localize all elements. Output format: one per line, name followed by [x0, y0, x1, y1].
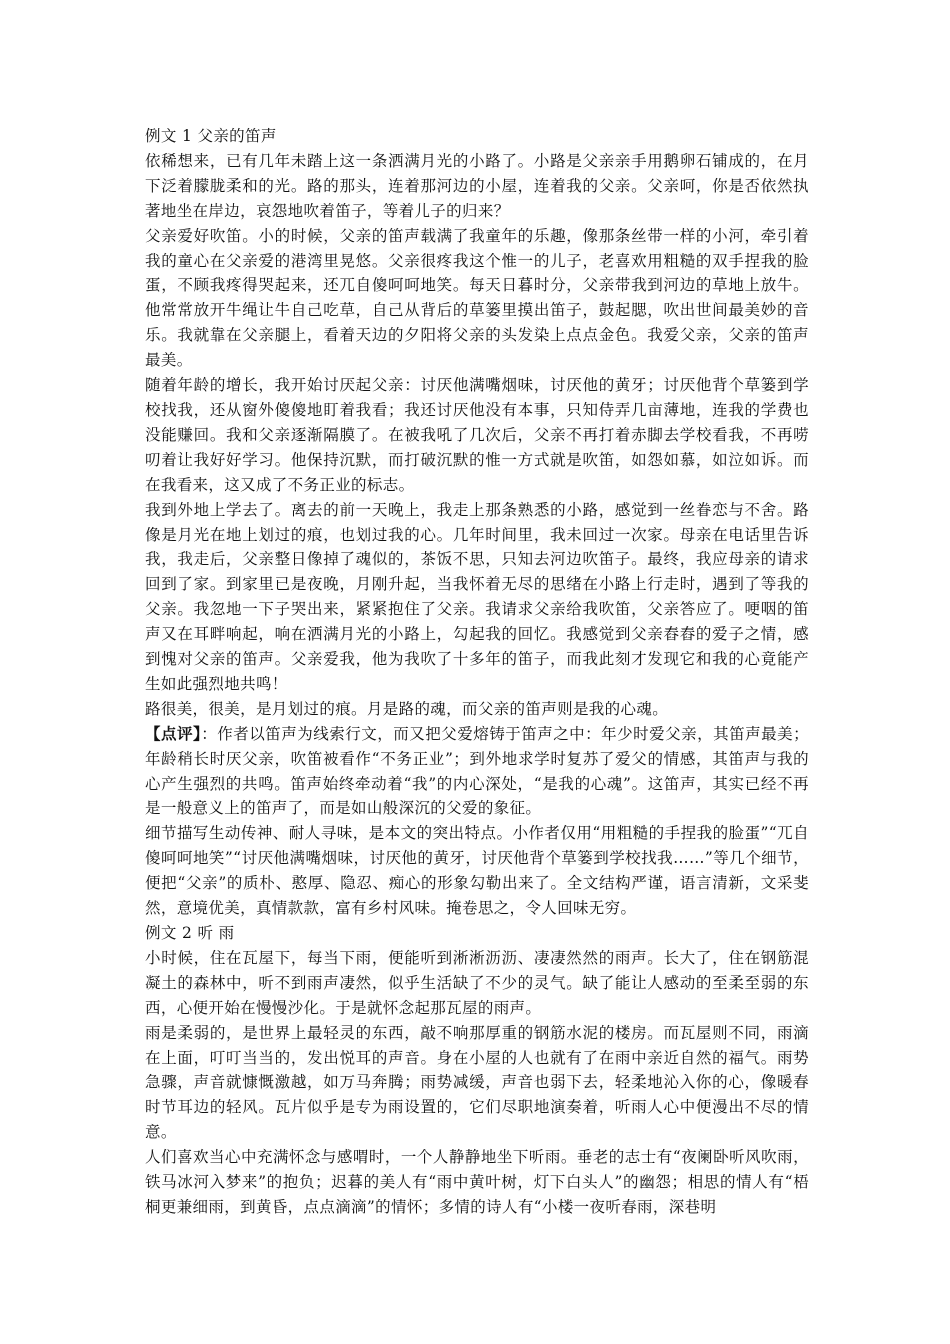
- comment-label: 【点评】: [145, 723, 202, 743]
- document-page: [145, 124, 809, 1220]
- essay1-paragraph: 父亲爱好吹笛。小的时候，父亲的笛声载满了我童年的乐趣，像那条丝带一样的小河，牵引着我的童心在父亲爱的港湾里晃悠。父亲很疼我这个惟一的儿子，老喜欢用粗糙的双手捏我的脸蛋，不顾我疼得哭起来，还兀自傻呵呵地笑。每天日暮时分，父亲带我到河边的草地上放牛。他常常放开牛绳让牛自己吃草，自己从背后的草篓里摸出笛子，鼓起腮，吹出世间最美妙的音乐。我就靠在父亲腿上，看着天边的夕阳将父亲的头发染上点点金色。我爱父亲，父亲的笛声最美。: [145, 226, 809, 370]
- essay1-paragraph: 路很美，很美，是月划过的痕。月是路的魂，而父亲的笛声则是我的心魂。: [145, 699, 669, 718]
- essay1-paragraph: 随着年龄的增长，我开始讨厌起父亲：讨厌他满嘴烟味，讨厌他的黄牙；讨厌他背个草篓到学校找我，还从窗外傻傻地盯着我看；我还讨厌他没有本事，只知侍弄几亩薄地，连我的学费也没能赚回。我和父亲逐渐隔膜了。在被我吼了几次后，父亲不再打着赤脚去学校看我，不再唠叨着让我好好学习。他保持沉默，而打破沉默的惟一方式就是吹笛，如怨如慕，如泣如诉。而在我看来，这又成了不务正业的标志。: [145, 376, 809, 494]
- essay1-title: 例文 1 父亲的笛声: [145, 127, 277, 145]
- essay1-paragraph: 我到外地上学去了。离去的前一天晚上，我走上那条熟悉的小路，感觉到一丝眷恋与不舍。路像是月光在地上划过的痕，也划过我的心。几年时间里，我未回过一次家。母亲在电话里告诉我，我走后，父亲整日像掉了魂似的，茶饭不思，只知去河边吹笛子。最终，我应母亲的请求回到了家。到家里已是夜晚，月刚升起，当我怀着无尽的思绪在小路上行走时，遇到了等我的父亲。我忽地一下子哭出来，紧紧抱住了父亲。我请求父亲给我吹笛，父亲答应了。哽咽的笛声又在耳畔响起，响在洒满月光的小路上，勾起我的回忆。我感觉到父亲舂舂的爱子之情，感到愧对父亲的笛声。父亲爱我，他为我吹了十多年的笛子，而我此刻才发现它和我的心竟能产生如此强烈地共鸣！: [145, 500, 809, 693]
- essay2-title: 例文 2 听 雨: [145, 924, 235, 942]
- essay2-paragraph: 人们喜欢当心中充满怀念与感喟时，一个人静静地坐下听雨。垂老的志士有“夜阑卧听风吹雨，铁马冰河入梦来”的抱负；迟暮的美人有“雨中黄叶树，灯下白头人”的幽怨；相思的情人有“梧桐更兼细雨，到黄昏，点点滴滴”的情怀；多情的诗人有“小楼一夜听春雨，深巷明: [145, 1148, 809, 1216]
- essay2-paragraph: 雨是柔弱的，是世界上最轻灵的东西，敲不响那厚重的钢筋水泥的楼房。而瓦屋则不同，雨滴在上面，叮叮当当的，发出悦耳的声音。身在小屋的人也就有了在雨中亲近自然的福气。雨势急骤，声音就慷慨激越，如万马奔腾；雨势减缓，声音也弱下去，轻柔地沁入你的心，像暖春时节耳边的轻风。瓦片似乎是专为雨设置的，它们尽职地演奏着，听雨人心中便漫出不尽的情意。: [145, 1023, 809, 1142]
- essay2-paragraph: 小时候，住在瓦屋下，每当下雨，便能听到淅淅沥沥、凄凄然然的雨声。长大了，住在钢筋混凝土的森林中，听不到雨声凄然，似乎生活缺了不少的灵气。缺了能让人感动的至柔至弱的东西，心便开始在慢慢沙化。于是就怀念起那瓦屋的雨声。: [145, 948, 809, 1017]
- essay1-comment: [145, 722, 809, 822]
- essay1-comment-paragraph: 细节描写生动传神、耐人寻味，是本文的突出特点。小作者仅用“用粗糙的手捏我的脸蛋”“兀自傻呵呵地笑”“讨厌他满嘴烟味，讨厌他的黄牙，讨厌他背个草篓到学校找我……”等几个细节，便把“父亲”的质朴、憨厚、隐忍、痴心的形象勾勒出来了。全文结构严谨，语言清新，文采斐然，意境优美，真情款款，富有乡村风味。掩卷思之，令人回味无穷。: [145, 824, 809, 918]
- comment-text: ：作者以笛声为线索行文，而又把父爱熔铸于笛声之中：年少时爱父亲，其笛声最美；年龄稍长时厌父亲，吹笛被看作“不务正业”；到外地求学时复苏了爱父的情感，其笛声与我的心产生强烈的共鸣。笛声始终牵动着“我”的内心深处，“是我的心魂”。这笛声，其实已经不再是一般意义上的笛声了，而是如山般深沉的父爱的象征。: [145, 724, 809, 818]
- essay1-paragraph: 依稀想来，已有几年未踏上这一条洒满月光的小路了。小路是父亲亲手用鹅卵石铺成的，在月下泛着朦胧柔和的光。路的那头，连着那河边的小屋，连着我的父亲。父亲呵，你是否依然执著地坐在岸边，哀怨地吹着笛子，等着儿子的归来？: [145, 151, 809, 220]
